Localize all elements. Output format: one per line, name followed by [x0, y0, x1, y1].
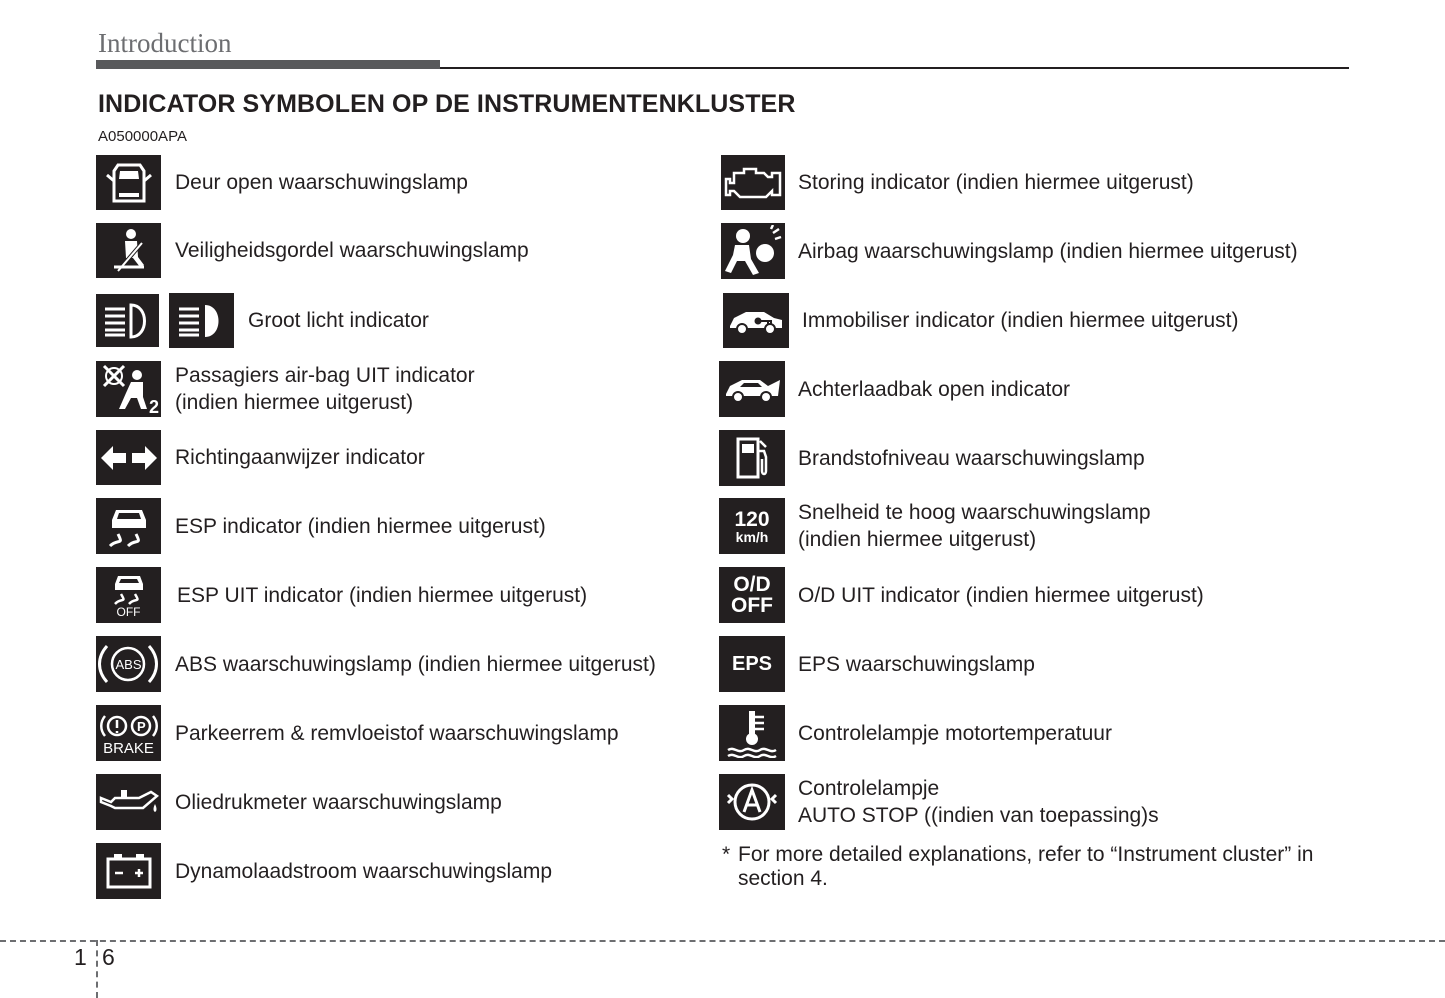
list-item-seatbelt [96, 223, 529, 278]
item-label: Oliedrukmeter waarschuwingslamp [175, 790, 502, 814]
item-label: ESP UIT indicator (indien hiermee uitgerust) [177, 583, 588, 607]
icon-subcaption: OFF [731, 594, 773, 617]
item-label: EPS waarschuwingslamp [798, 652, 1035, 676]
footer-page-divider [96, 940, 98, 998]
item-label: O/D UIT indicator (indien hiermee uitgerust) [798, 583, 1204, 607]
esp-icon [96, 498, 161, 554]
esp-off-icon [96, 567, 161, 623]
list-item-turn-signal [96, 430, 425, 485]
list-item-trunk-open [719, 361, 1070, 417]
abs-icon [96, 636, 161, 692]
item-label: Controlelampje AUTO STOP ((indien van toepassing)s [798, 777, 1159, 827]
item-label: Richtingaanwijzer indicator [175, 446, 425, 469]
od-off-icon [719, 567, 785, 623]
turn-signal-icon [96, 430, 161, 485]
icon-caption: OFF [116, 605, 141, 619]
item-label: Brandstofniveau waarschuwingslamp [798, 446, 1145, 470]
list-item-oil-pressure [96, 774, 502, 830]
speed-warning-icon [719, 498, 785, 554]
footer-divider [0, 940, 1445, 942]
passenger-airbag-off-icon [96, 361, 161, 417]
item-label: ABS waarschuwingslamp (indien hiermee uitgerust) [175, 652, 656, 676]
header-rule-accent [96, 60, 440, 69]
item-label: Passagiers air-bag UIT indicator (indien hiermee uitgerust) [175, 364, 475, 414]
oil-pressure-icon [96, 774, 161, 830]
item-label: Snelheid te hoog waarschuwingslamp (indien hiermee uitgerust) [798, 501, 1151, 551]
list-item-esp-off [96, 567, 587, 623]
list-item-engine-check [721, 155, 1194, 210]
item-label: Deur open waarschuwingslamp [175, 171, 468, 194]
immobiliser-icon [723, 293, 789, 348]
fuel-icon [719, 430, 785, 486]
trunk-open-icon [719, 361, 785, 417]
list-item-speed-warning [719, 498, 1151, 554]
list-item-battery [96, 843, 552, 899]
chapter-number: 1 [74, 944, 87, 970]
list-item-airbag [721, 223, 1298, 279]
list-item-high-beam [96, 293, 429, 348]
list-item-door-open [96, 155, 468, 210]
document-code: A050000APA [98, 128, 187, 145]
item-label: ESP indicator (indien hiermee uitgerust) [175, 514, 546, 538]
brake-icon [96, 705, 161, 761]
footnote-marker: * [722, 843, 731, 866]
icon-subcaption: km/h [735, 528, 769, 545]
icon-caption: O/D [733, 573, 771, 596]
icon-caption: EPS [731, 653, 773, 675]
item-label: Veiligheidsgordel waarschuwingslamp [175, 239, 529, 262]
footnote-text: For more detailed explanations, refer to “Instrument cluster” in section 4. [738, 843, 1314, 890]
engine-check-icon [721, 155, 785, 210]
item-label: Parkeerrem & remvloeistof waarschuwingslamp [175, 721, 619, 745]
svg-text:P: P [136, 718, 146, 734]
list-item-auto-stop [719, 774, 1159, 830]
item-label: Groot licht indicator [248, 309, 429, 332]
svg-text:2: 2 [148, 397, 159, 415]
footnote [722, 843, 1362, 891]
list-item-passenger-airbag [96, 361, 475, 417]
icon-caption: BRAKE [103, 739, 154, 757]
icon-caption: 120 [734, 507, 770, 531]
list-item-engine-temp [719, 705, 1112, 761]
list-item-immobiliser [723, 293, 1239, 348]
auto-stop-icon [719, 774, 785, 830]
engine-temp-icon [719, 705, 785, 761]
airbag-icon [721, 223, 785, 279]
door-open-icon [96, 155, 161, 210]
seatbelt-icon [96, 223, 161, 278]
item-label: Airbag waarschuwingslamp (indien hiermee uitgerust) [798, 239, 1298, 263]
list-item-abs [96, 636, 656, 692]
list-item-esp [96, 498, 546, 554]
page-number: 6 [102, 944, 115, 970]
item-label: Achterlaadbak open indicator [798, 377, 1071, 401]
eps-icon [719, 636, 785, 692]
item-label: Controlelampje motortemperatuur [798, 721, 1112, 745]
item-label: Dynamolaadstroom waarschuwingslamp [175, 859, 552, 883]
high-beam-icon [96, 294, 159, 347]
list-item-od-off [719, 567, 1204, 623]
section-title: Introduction [98, 28, 232, 58]
list-item-eps [719, 636, 1035, 692]
list-item-brake [96, 705, 619, 761]
item-label: Immobiliser indicator (indien hiermee uitgerust) [802, 309, 1239, 332]
item-label: Storing indicator (indien hiermee uitgerust) [798, 171, 1194, 194]
page-heading: INDICATOR SYMBOLEN OP DE INSTRUMENTENKLUSTER [98, 90, 796, 118]
icon-caption: ABS [115, 656, 142, 672]
list-item-fuel [719, 430, 1145, 486]
high-beam-filled-icon [169, 293, 234, 348]
battery-icon [96, 843, 161, 899]
